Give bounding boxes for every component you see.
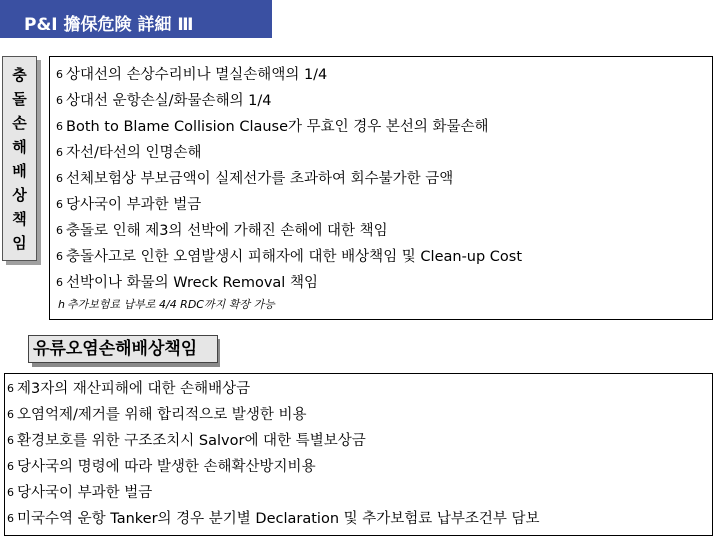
side-label-char: 배 <box>12 162 27 180</box>
list-item <box>7 402 712 428</box>
oil-pollution-box <box>4 373 713 536</box>
list-item <box>56 218 712 244</box>
bullet-icon: 6 <box>56 68 63 81</box>
bullet-icon: 6 <box>56 146 63 159</box>
section-title: 유류오염손해배상책임 <box>28 335 218 363</box>
footnote <box>58 296 275 312</box>
list-item <box>56 140 712 166</box>
list-item <box>56 270 712 296</box>
list-item <box>56 244 712 270</box>
title-bar <box>0 0 272 38</box>
list-item-text: 선박이나 화물의 Wreck Removal 책임 <box>66 275 318 291</box>
bullet-icon: 6 <box>56 276 63 289</box>
note-icon: h <box>58 298 65 311</box>
bullet-icon: 6 <box>7 460 14 473</box>
bullet-icon: 6 <box>56 172 63 185</box>
list-item-text: Both to Blame Collision Clause가 무효인 경우 본선의 화물손해 <box>66 119 489 135</box>
list-item-text: 충돌사고로 인한 오염발생시 피해자에 대한 배상책임 및 Clean-up Cost <box>66 249 523 265</box>
bullet-icon: 6 <box>7 408 14 421</box>
side-label-char: 돌 <box>12 90 27 108</box>
bullet-icon: 6 <box>7 434 14 447</box>
list-item <box>7 454 712 480</box>
list-item-text: 상대선 운항손실/화물손해의 1/4 <box>66 93 272 109</box>
bullet-icon: 6 <box>56 198 63 211</box>
list-item-text: 선체보험상 부보금액이 실제선가를 초과하여 회수불가한 금액 <box>66 171 454 187</box>
list-item <box>7 480 712 506</box>
list-item <box>7 428 712 454</box>
side-label-char: 충 <box>12 66 27 84</box>
collision-liability-box <box>49 56 713 320</box>
list-item <box>7 376 712 402</box>
list-item <box>56 88 712 114</box>
list-item-text: 미국수역 운항 Tanker의 경우 분기별 Declaration 및 추가보험료 납부조건부 담보 <box>17 511 540 527</box>
bullet-icon: 6 <box>56 224 63 237</box>
list-item-text: 당사국의 명령에 따라 발생한 손해확산방지비용 <box>17 459 316 475</box>
list-item <box>56 166 712 192</box>
list-item-text: 당사국이 부과한 벌금 <box>17 485 153 501</box>
list-item <box>56 62 712 88</box>
bullet-icon: 6 <box>56 250 63 263</box>
side-label-char: 임 <box>12 234 27 252</box>
collision-liability-list <box>50 57 712 296</box>
footnote-text: 추가보험료 납부로 4/4 RDC까지 확장 가능 <box>66 298 275 311</box>
bullet-icon: 6 <box>56 94 63 107</box>
side-label-char: 손 <box>12 114 27 132</box>
page-title: P&I 擔保危険 詳細 Ⅲ <box>24 15 194 35</box>
list-item-text: 환경보호를 위한 구조조치시 Salvor에 대한 특별보상금 <box>17 433 366 449</box>
side-label-char: 책 <box>12 210 27 228</box>
side-label-char: 해 <box>12 138 27 156</box>
list-item <box>7 506 712 532</box>
list-item-text: 당사국이 부과한 벌금 <box>66 197 202 213</box>
list-item-text: 자선/타선의 인명손해 <box>66 145 202 161</box>
side-label <box>3 57 36 255</box>
list-item <box>56 192 712 218</box>
bullet-icon: 6 <box>7 382 14 395</box>
list-item-text: 오염억제/제거를 위해 합리적으로 발생한 비용 <box>17 407 307 423</box>
bullet-icon: 6 <box>7 486 14 499</box>
bullet-icon: 6 <box>7 512 14 525</box>
oil-pollution-list <box>5 374 712 532</box>
list-item <box>56 114 712 140</box>
list-item-text: 상대선의 손상수리비나 멸실손해액의 1/4 <box>66 67 328 83</box>
side-label-char: 상 <box>12 186 27 204</box>
list-item-text: 제3자의 재산피해에 대한 손해배상금 <box>17 381 251 397</box>
bullet-icon: 6 <box>56 120 63 133</box>
list-item-text: 충돌로 인해 제3의 선박에 가해진 손해에 대한 책임 <box>66 223 388 239</box>
side-label-box <box>2 56 37 261</box>
